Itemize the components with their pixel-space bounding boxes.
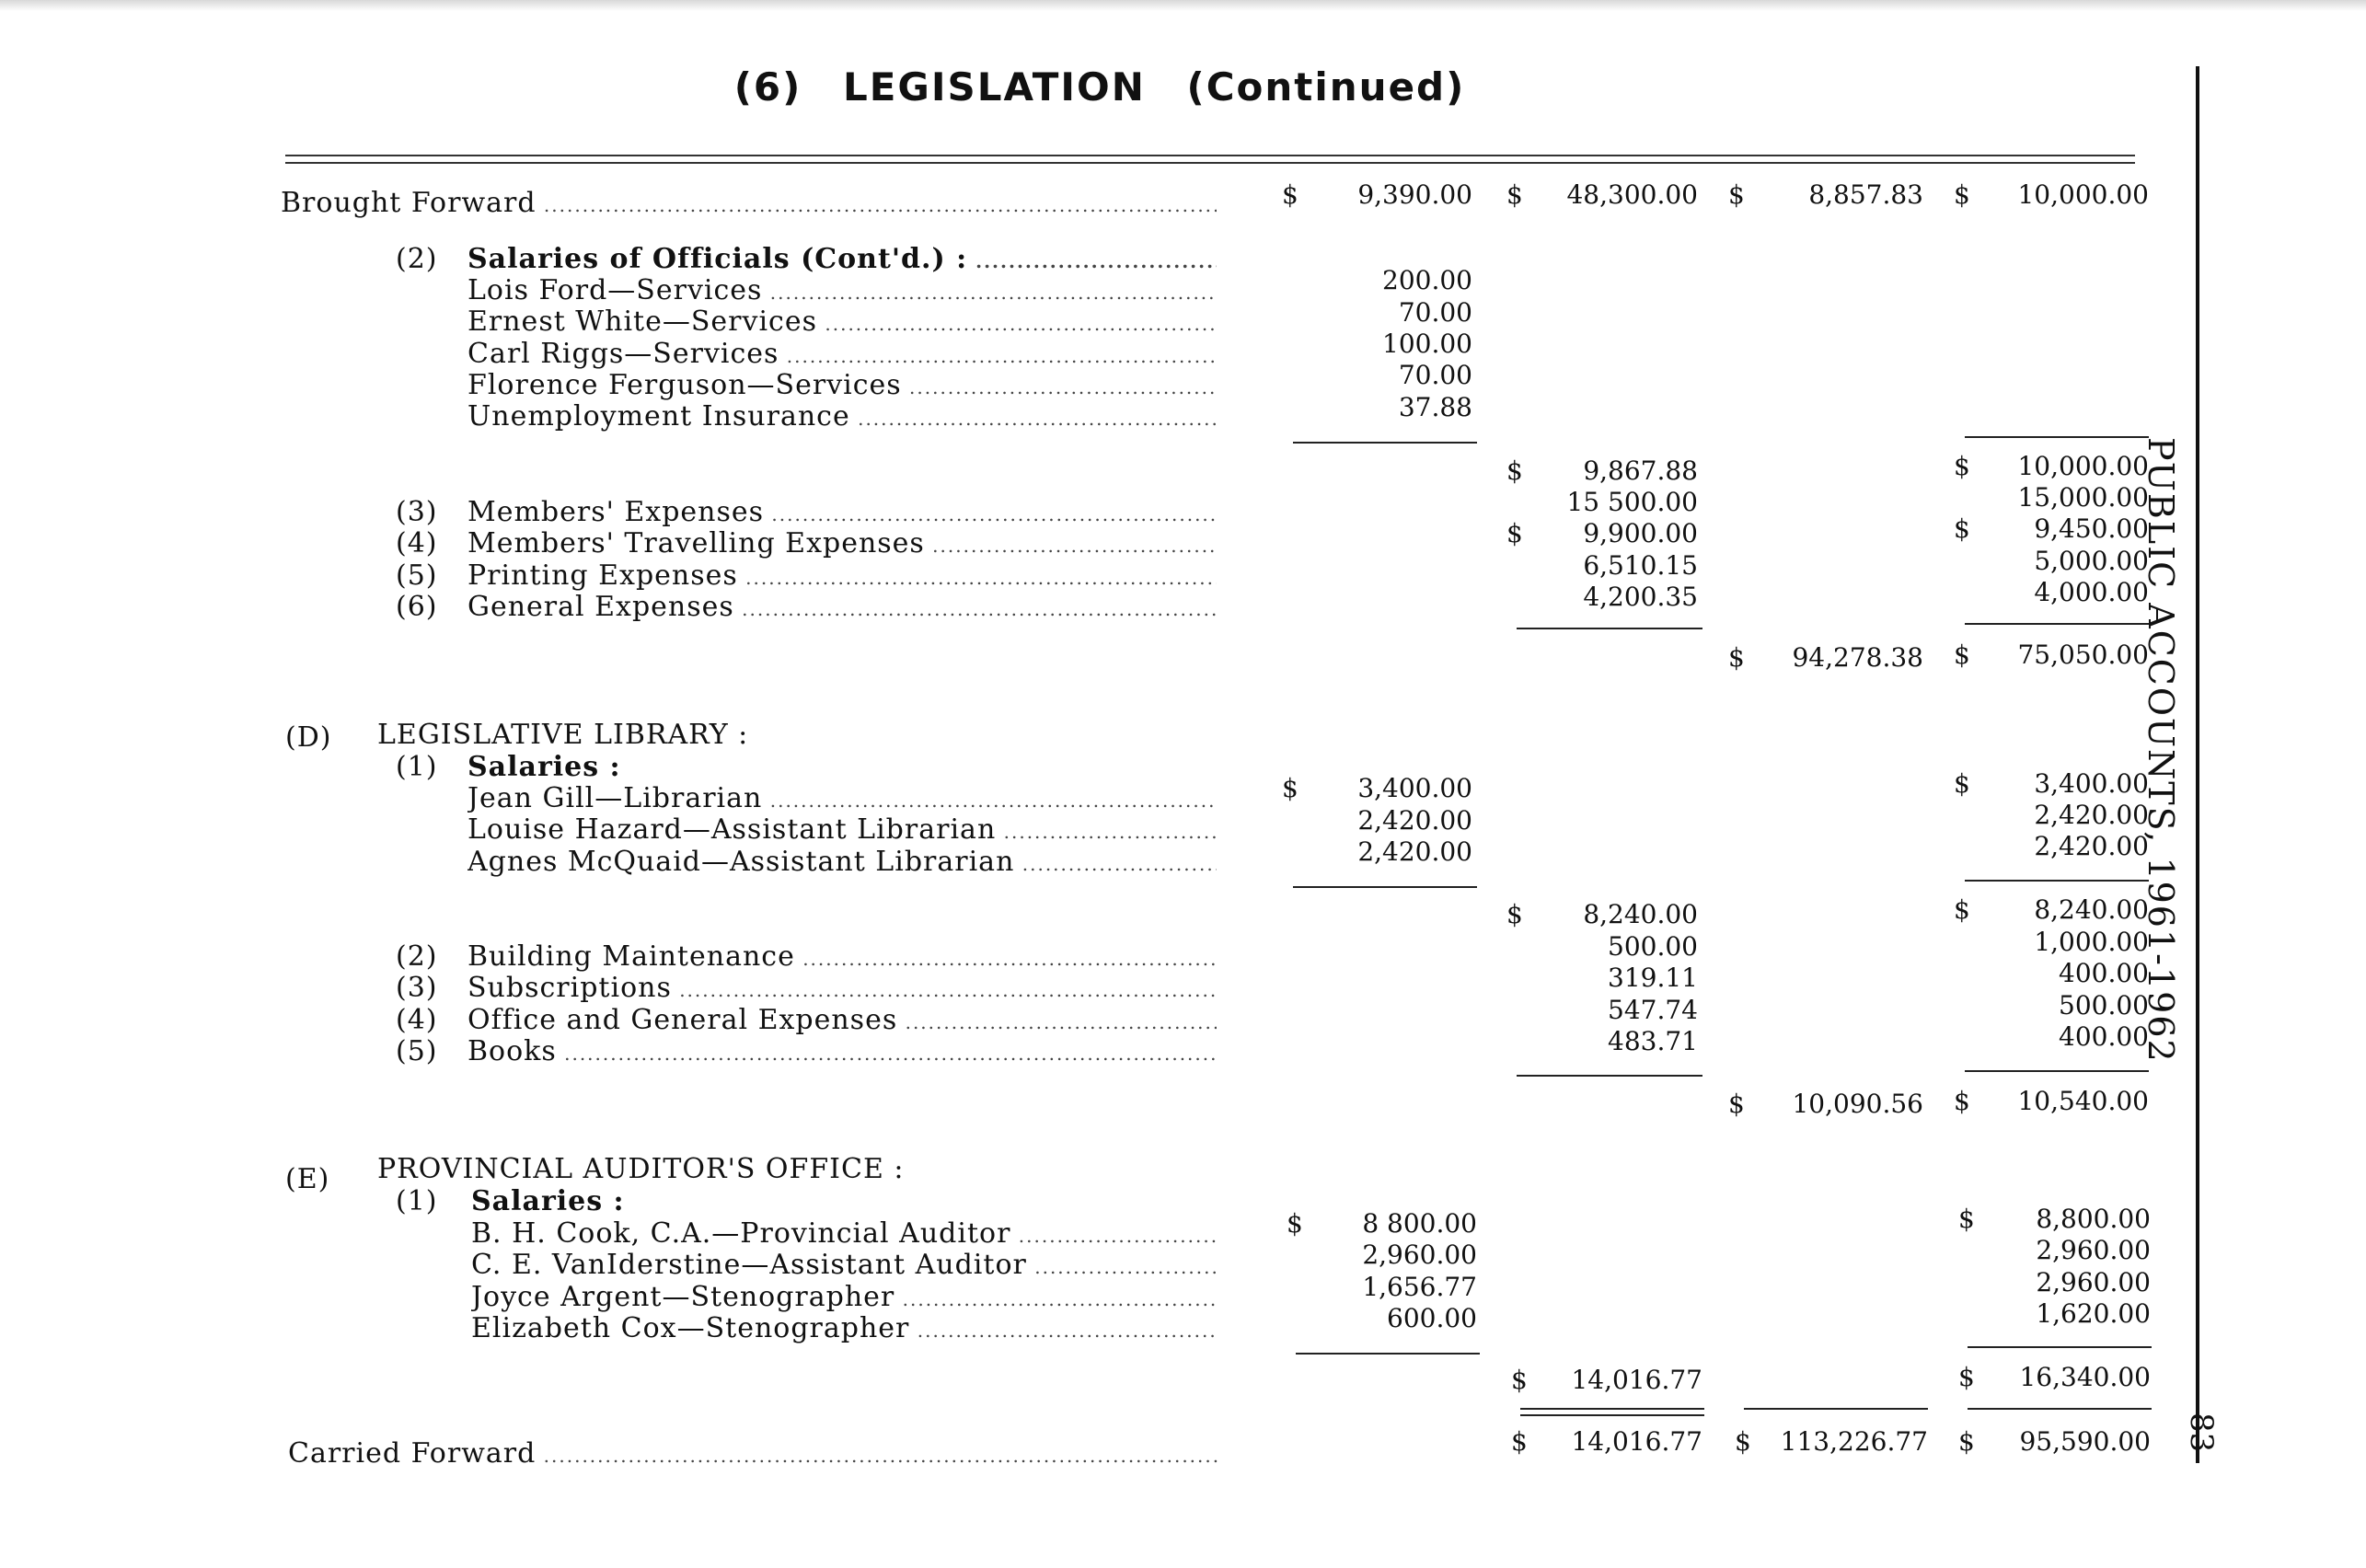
dollar-sign: $ [1954, 513, 1970, 544]
salary-estimate: 2,960.00 [2036, 1267, 2151, 1297]
dollar-sign: $ [1958, 1204, 1975, 1234]
subtotal-rule [1293, 442, 1477, 444]
library-expense-estimate: 400.00 [2059, 1021, 2149, 1052]
dollar-sign: $ [1954, 640, 1970, 670]
item-number: (3) [396, 496, 438, 528]
subtotal-rule [1296, 1353, 1480, 1355]
salary-value: 2,960.00 [1362, 1239, 1477, 1270]
salary-value: 1,656.77 [1362, 1272, 1477, 1302]
dollar-sign: $ [1511, 1426, 1528, 1457]
carried-forward-col3: 113,226.77 [1780, 1426, 1928, 1457]
expense-label: Printing Expenses ..... [467, 559, 1217, 594]
salary-label: Lois Ford—Services ..... [467, 274, 1217, 309]
library-expense-value: 500.00 [1608, 931, 1698, 962]
salary-label: Agnes McQuaid—Assistant Librarian ..... [467, 846, 1217, 881]
auditor-title: PROVINCIAL AUDITOR'S OFFICE : [377, 1153, 905, 1185]
total-rule [1744, 1408, 1928, 1410]
dollar-sign: $ [1506, 899, 1523, 929]
subtotal-c-estimate: 75,050.00 [2017, 640, 2149, 670]
total-rule [1520, 1414, 1704, 1416]
library-expense-label: Subscriptions ..... [467, 972, 1217, 1007]
dollar-sign: $ [1506, 455, 1523, 486]
salary-label: Carl Riggs—Services ..... [467, 338, 1217, 373]
library-expense-value: 547.74 [1608, 995, 1698, 1025]
expense-value: 15 500.00 [1566, 487, 1698, 517]
salary-value: 70.00 [1398, 360, 1472, 390]
dollar-sign: $ [1282, 773, 1298, 803]
salaries-officials-total: 9,867.88 [1583, 455, 1698, 486]
dollar-sign: $ [1958, 1362, 1975, 1392]
salary-value: 100.00 [1382, 329, 1472, 359]
library-expense-value: 319.11 [1608, 963, 1698, 993]
expense-estimate: 15,000.00 [2017, 482, 2149, 513]
brought-forward-label: Brought Forward ..... [281, 187, 1217, 222]
salary-value: 37.88 [1398, 392, 1472, 422]
brought-forward-col4: 10,000.00 [2017, 179, 2149, 210]
brought-forward-col2: 48,300.00 [1566, 179, 1698, 210]
subtotal-rule [1293, 886, 1477, 888]
library-salaries-estimate: 8,240.00 [2034, 894, 2149, 925]
section-letter: (D) [285, 721, 332, 754]
salary-label: Elizabeth Cox—Stenographer ..... [471, 1312, 1217, 1347]
salary-estimate: 1,620.00 [2036, 1298, 2151, 1329]
dollar-sign: $ [1958, 1426, 1975, 1457]
salary-value: 8 800.00 [1362, 1208, 1477, 1239]
salary-value: 2,420.00 [1357, 805, 1472, 836]
expense-value: 6,510.15 [1583, 550, 1698, 581]
item-number: (2) [396, 243, 438, 275]
dollar-sign: $ [1506, 518, 1523, 548]
salaries-officials-heading: Salaries of Officials (Cont'd.) : ..... [467, 243, 1217, 278]
library-expense-estimate: 400.00 [2059, 958, 2149, 988]
subtotal-rule [1965, 1070, 2149, 1072]
header-rule-top [285, 155, 2135, 156]
salary-label: Unemployment Insurance ..... [467, 400, 1217, 435]
expense-value: 4,200.35 [1583, 582, 1698, 612]
dollar-sign: $ [1728, 179, 1745, 210]
salary-value: 2,420.00 [1357, 836, 1472, 867]
library-salaries-label: Salaries : [467, 751, 621, 783]
item-number: (2) [396, 940, 438, 973]
total-rule [1520, 1408, 1704, 1410]
header-rule-bottom [285, 162, 2135, 164]
auditor-estimate: 16,340.00 [2019, 1362, 2151, 1392]
library-title: LEGISLATIVE LIBRARY : [377, 719, 749, 751]
dollar-sign: $ [1954, 894, 1970, 925]
page-number: 83 [2183, 1412, 2220, 1453]
subtotal-rule [1965, 436, 2149, 438]
dollar-sign: $ [1728, 1089, 1745, 1119]
section-number: (6) [733, 64, 802, 110]
dollar-sign: $ [1287, 1208, 1303, 1239]
carried-forward-label: Carried Forward ..... [288, 1437, 1219, 1472]
section-letter: (E) [285, 1163, 330, 1195]
margin-rule [2196, 66, 2199, 1463]
dollar-sign: $ [1954, 768, 1970, 799]
section-continued: (Continued) [1186, 64, 1466, 110]
dollar-sign: $ [1511, 1365, 1528, 1395]
library-estimate: 10,540.00 [2017, 1086, 2149, 1116]
section-title: LEGISLATION [842, 64, 1146, 110]
expense-label: Members' Travelling Expenses ..... [467, 527, 1217, 562]
dollar-sign: $ [1735, 1426, 1751, 1457]
item-number: (1) [396, 751, 438, 783]
brought-forward-col1: 9,390.00 [1357, 179, 1472, 210]
salaries-officials-estimate: 10,000.00 [2017, 451, 2149, 481]
auditor-total: 14,016.77 [1571, 1365, 1702, 1395]
dollar-sign: $ [1282, 179, 1298, 210]
carried-forward-col4: 95,590.00 [2019, 1426, 2151, 1457]
library-expense-value: 483.71 [1608, 1026, 1698, 1056]
brought-forward-col3: 8,857.83 [1808, 179, 1923, 210]
expense-estimate: 5,000.00 [2034, 546, 2149, 576]
salary-estimate: 2,420.00 [2034, 831, 2149, 861]
dollar-sign: $ [1506, 179, 1523, 210]
item-number: (4) [396, 527, 438, 559]
subtotal-rule [1517, 628, 1702, 629]
total-rule [1968, 1408, 2152, 1410]
library-expense-estimate: 1,000.00 [2034, 927, 2149, 957]
library-salaries-total: 8,240.00 [1583, 899, 1698, 929]
salary-label: Ernest White—Services ..... [467, 306, 1217, 340]
subtotal-rule [1965, 880, 2149, 882]
scan-edge-shadow [0, 0, 2366, 11]
page-title [0, 64, 2199, 110]
salary-value: 200.00 [1382, 265, 1472, 295]
auditor-salaries-label: Salaries : [471, 1185, 625, 1217]
salary-label: B. H. Cook, C.A.—Provincial Auditor ..... [471, 1217, 1217, 1252]
library-total: 10,090.56 [1792, 1089, 1923, 1119]
salary-label: Joyce Argent—Stenographer ..... [471, 1281, 1217, 1316]
item-number: (5) [396, 559, 438, 592]
salary-estimate: 2,960.00 [2036, 1235, 2151, 1265]
salary-value: 3,400.00 [1357, 773, 1472, 803]
subtotal-rule [1968, 1346, 2152, 1348]
dollar-sign: $ [1954, 179, 1970, 210]
expense-estimate: 9,450.00 [2034, 513, 2149, 544]
subtotal-rule [1517, 1075, 1702, 1077]
salary-label: Florence Ferguson—Services ..... [467, 369, 1217, 404]
expense-label: General Expenses ..... [467, 591, 1217, 626]
subtotal-rule [1965, 623, 2149, 625]
salary-label: Louise Hazard—Assistant Librarian ..... [467, 813, 1217, 848]
salary-label: Jean Gill—Librarian ..... [467, 782, 1217, 817]
expense-value: 9,900.00 [1583, 518, 1698, 548]
dollar-sign: $ [1954, 451, 1970, 481]
library-expense-label: Office and General Expenses ..... [467, 1004, 1217, 1039]
expense-label: Members' Expenses ..... [467, 496, 1217, 531]
item-number: (5) [396, 1035, 438, 1067]
salary-estimate: 3,400.00 [2034, 768, 2149, 799]
library-expense-label: Books ..... [467, 1035, 1217, 1070]
salary-estimate: 2,420.00 [2034, 800, 2149, 830]
side-label: PUBLIC ACCOUNTS, 1961-1962 [2141, 437, 2181, 1064]
expense-estimate: 4,000.00 [2034, 577, 2149, 607]
salary-label: C. E. VanIderstine—Assistant Auditor ..... [471, 1249, 1217, 1284]
salary-estimate: 8,800.00 [2036, 1204, 2151, 1234]
item-number: (3) [396, 972, 438, 1004]
carried-forward-col2: 14,016.77 [1571, 1426, 1702, 1457]
dollar-sign: $ [1954, 1086, 1970, 1116]
item-number: (4) [396, 1004, 438, 1036]
salary-value: 600.00 [1387, 1303, 1477, 1333]
salary-value: 70.00 [1398, 297, 1472, 328]
item-number: (6) [396, 591, 438, 623]
library-expense-label: Building Maintenance ..... [467, 940, 1217, 975]
dollar-sign: $ [1728, 642, 1745, 673]
item-number: (1) [396, 1185, 438, 1217]
library-expense-estimate: 500.00 [2059, 990, 2149, 1020]
subtotal-c-total: 94,278.38 [1792, 642, 1923, 673]
